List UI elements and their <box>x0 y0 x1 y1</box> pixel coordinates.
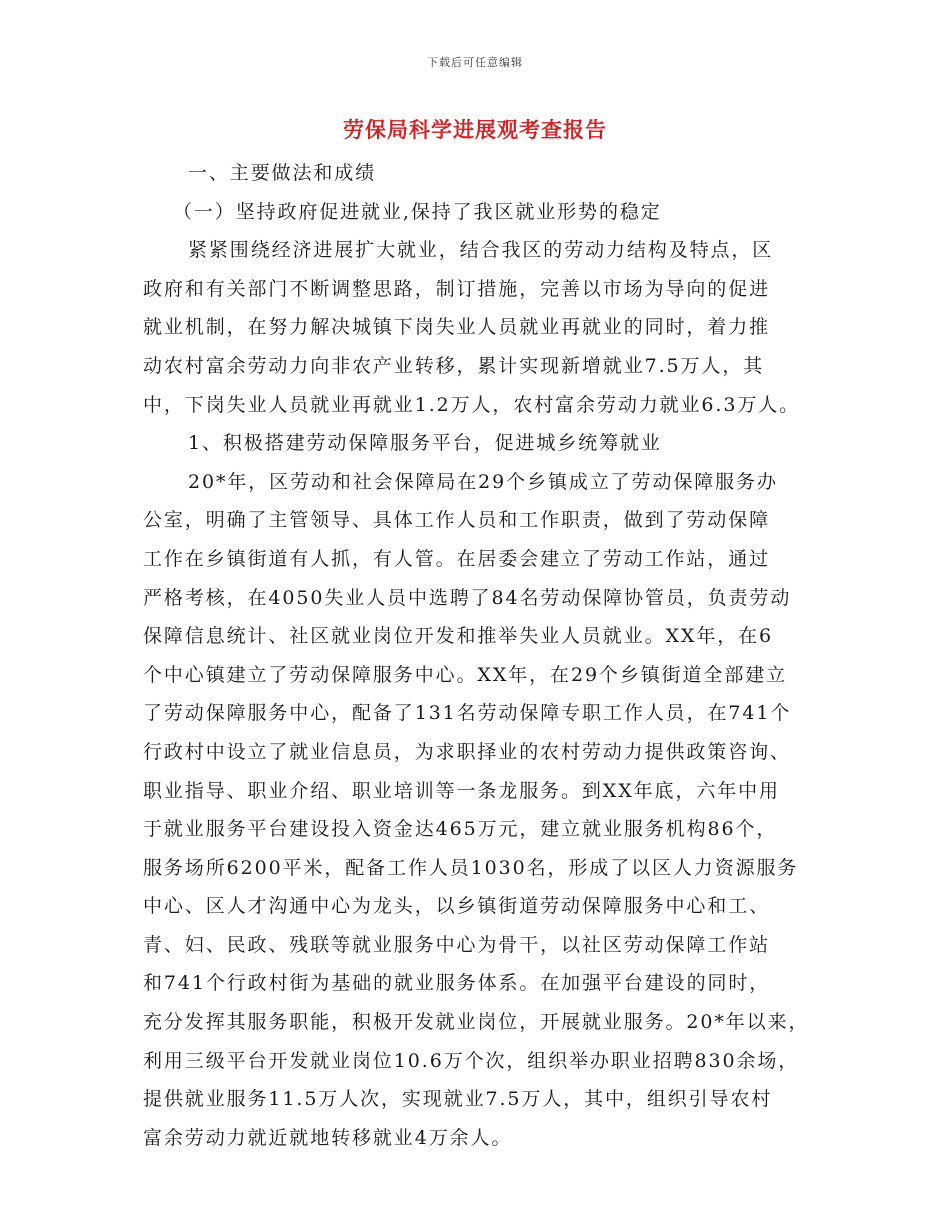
paragraph-line: 服务场所6200平米，配备工作人员1030名，形成了以区人力资源服务 <box>143 856 799 879</box>
paragraph-line: 充分发挥其服务职能，积极开发就业岗位，开展就业服务。20*年以来， <box>143 1011 810 1034</box>
paragraph-line: 了劳动保障服务中心，配备了131名劳动保障专职工作人员，在741个 <box>143 702 792 725</box>
paragraph-line: 中心、区人才沟通中心为龙头，以乡镇街道劳动保障服务中心和工、 <box>143 895 771 918</box>
document-body <box>143 154 823 1157</box>
paragraph-line: 紧紧围绕经济进展扩大就业，结合我区的劳动力结构及特点，区 <box>188 239 774 262</box>
section-heading: 一、主要做法和成绩 <box>188 162 377 184</box>
paragraph-line: 工作在乡镇街道有人抓，有人管。在居委会建立了劳动工作站，通过 <box>143 547 771 570</box>
paragraph-line: 保障信息统计、社区就业岗位开发和推举失业人员就业。XX年，在6 <box>143 625 774 648</box>
paragraph-line: 富余劳动力就近就地转移就业4万余人。 <box>143 1126 513 1149</box>
paragraph-line: 政府和有关部门不断调整思路，制订措施，完善以市场为导向的促进 <box>143 277 771 300</box>
paragraph-line: 职业指导、职业介绍、职业培训等一条龙服务。到XX年底，六年中用 <box>143 779 780 802</box>
paragraph-line: 于就业服务平台建设投入资金达465万元，建立就业服务机构86个， <box>143 818 778 841</box>
paragraph-line: 公室，明确了主管领导、具体工作人员和工作职责，做到了劳动保障 <box>143 509 771 532</box>
paragraph-line: 青、妇、民政、残联等就业服务中心为骨干，以社区劳动保障工作站 <box>143 933 771 956</box>
paragraph-line: 中，下岗失业人员就业再就业1.2万人，农村富余劳动力就业6.3万人。 <box>143 393 801 416</box>
paragraph-line: 就业机制，在努力解决城镇下岗失业人员就业再就业的同时，着力推 <box>143 316 771 339</box>
item-heading: 1、积极搭建劳动保障服务平台，促进城乡统筹就业 <box>188 432 662 455</box>
paragraph-line: 行政村中设立了就业信息员，为求职择业的农村劳动力提供政策咨询、 <box>143 740 791 763</box>
paragraph-line: 动农村富余劳动力向非农产业转移，累计实现新增就业7.5万人，其 <box>143 354 765 377</box>
subsection-heading: （一）坚持政府促进就业,保持了我区就业形势的稳定 <box>173 200 662 223</box>
document-title: 劳保局科学进展观考查报告 <box>343 118 607 142</box>
header-note: 下载后可任意编辑 <box>427 56 523 69</box>
paragraph-line: 利用三级平台开发就业岗位10.6万个次，组织举办职业招聘830余场， <box>143 1049 800 1072</box>
paragraph-line: 和741个行政村街为基础的就业服务体系。在加强平台建设的同时， <box>143 972 771 995</box>
paragraph-line: 严格考核，在4050失业人员中选聘了84名劳动保障协管员，负责劳动 <box>143 586 792 609</box>
paragraph-line: 20*年，区劳动和社会保障局在29个乡镇成立了劳动保障服务办 <box>188 470 778 493</box>
paragraph-line: 提供就业服务11.5万人次，实现就业7.5万人，其中，组织引导农村 <box>143 1088 773 1111</box>
paragraph-line: 个中心镇建立了劳动保障服务中心。XX年，在29个乡镇街道全部建立 <box>143 663 788 686</box>
